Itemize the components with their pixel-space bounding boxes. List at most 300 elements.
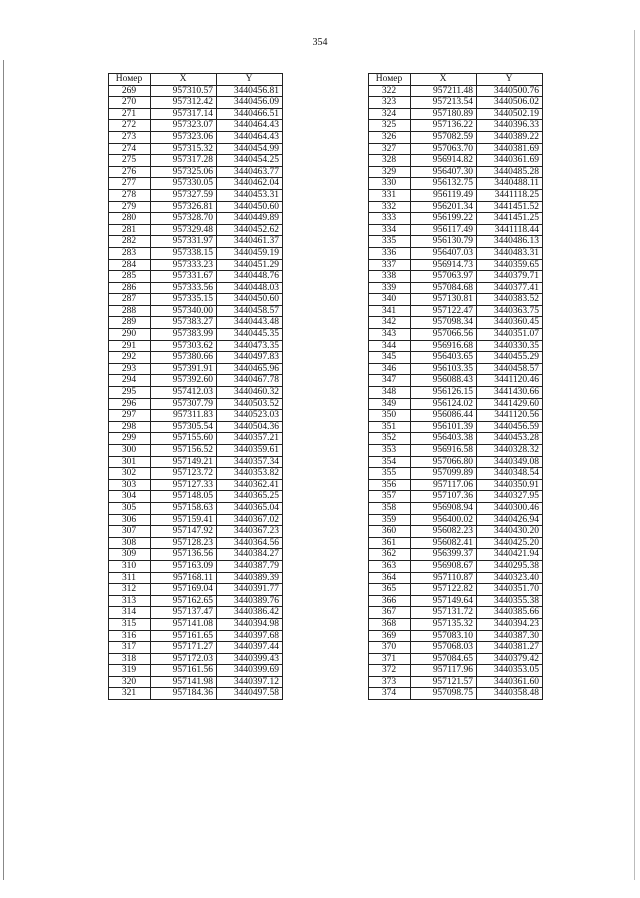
column-header-y: Y: [477, 74, 543, 86]
x-coordinate-cell: 957137.47: [151, 607, 217, 619]
table-row: [109, 387, 283, 399]
y-coordinate-cell: 3440453.31: [217, 189, 283, 201]
y-coordinate-cell: 3440502.19: [477, 108, 543, 120]
point-number-cell: 290: [109, 329, 151, 341]
x-coordinate-cell: 957117.06: [411, 479, 477, 491]
point-number-cell: 288: [109, 305, 151, 317]
point-number-cell: 326: [369, 131, 411, 143]
table-row: [109, 201, 283, 213]
table-row: [369, 526, 543, 538]
table-row: [369, 259, 543, 271]
y-coordinate-cell: 3440452.62: [217, 224, 283, 236]
point-number-cell: 337: [369, 259, 411, 271]
point-number-cell: 295: [109, 387, 151, 399]
x-coordinate-cell: 957128.23: [151, 537, 217, 549]
point-number-cell: 357: [369, 491, 411, 503]
y-coordinate-cell: 3440488.11: [477, 178, 543, 190]
y-coordinate-cell: 3440361.69: [477, 155, 543, 167]
table-row: [109, 537, 283, 549]
table-row: [109, 340, 283, 352]
page-number: 354: [312, 37, 328, 48]
table-row: [369, 584, 543, 596]
point-number-cell: 322: [369, 85, 411, 97]
table-row: [109, 178, 283, 190]
point-number-cell: 368: [369, 618, 411, 630]
point-number-cell: 284: [109, 259, 151, 271]
y-coordinate-cell: 3440456.09: [217, 97, 283, 109]
point-number-cell: 274: [109, 143, 151, 155]
y-coordinate-cell: 3440349.08: [477, 456, 543, 468]
point-number-cell: 367: [369, 607, 411, 619]
x-coordinate-cell: 957338.15: [151, 247, 217, 259]
y-coordinate-cell: 3440467.78: [217, 375, 283, 387]
y-coordinate-cell: 3440359.65: [477, 259, 543, 271]
x-coordinate-cell: 957169.04: [151, 584, 217, 596]
x-coordinate-cell: 957329.48: [151, 224, 217, 236]
point-number-cell: 341: [369, 305, 411, 317]
x-coordinate-cell: 957310.57: [151, 85, 217, 97]
x-coordinate-cell: 957303.62: [151, 340, 217, 352]
x-coordinate-cell: 957147.92: [151, 526, 217, 538]
table-row: [109, 259, 283, 271]
table-row: [109, 676, 283, 688]
table-row: [109, 375, 283, 387]
x-coordinate-cell: 957141.08: [151, 618, 217, 630]
y-coordinate-cell: 3441451.25: [477, 213, 543, 225]
table-row: [109, 479, 283, 491]
y-coordinate-cell: 3440399.43: [217, 653, 283, 665]
point-number-cell: 277: [109, 178, 151, 190]
table-row: [369, 294, 543, 306]
y-coordinate-cell: 3440367.23: [217, 526, 283, 538]
point-number-cell: 275: [109, 155, 151, 167]
x-coordinate-cell: 957098.75: [411, 688, 477, 700]
table-row: [109, 329, 283, 341]
point-number-cell: 318: [109, 653, 151, 665]
point-number-cell: 272: [109, 120, 151, 132]
y-coordinate-cell: 3440448.03: [217, 282, 283, 294]
table-row: [369, 363, 543, 375]
x-coordinate-cell: 956082.41: [411, 537, 477, 549]
x-coordinate-cell: 956117.49: [411, 224, 477, 236]
x-coordinate-cell: 956101.39: [411, 421, 477, 433]
table-row: [109, 514, 283, 526]
table-row: [369, 108, 543, 120]
table-row: [109, 97, 283, 109]
table-row: [109, 630, 283, 642]
point-number-cell: 323: [369, 97, 411, 109]
x-coordinate-cell: 957148.05: [151, 491, 217, 503]
x-coordinate-cell: 957099.89: [411, 468, 477, 480]
y-coordinate-cell: 3440449.89: [217, 213, 283, 225]
point-number-cell: 356: [369, 479, 411, 491]
x-coordinate-cell: 957161.65: [151, 630, 217, 642]
table-row: [369, 85, 543, 97]
x-coordinate-cell: 956103.35: [411, 363, 477, 375]
table-row: [109, 526, 283, 538]
point-number-cell: 296: [109, 398, 151, 410]
point-number-cell: 334: [369, 224, 411, 236]
x-coordinate-cell: 957149.21: [151, 456, 217, 468]
point-number-cell: 310: [109, 560, 151, 572]
y-coordinate-cell: 3440500.76: [477, 85, 543, 97]
point-number-cell: 273: [109, 131, 151, 143]
y-coordinate-cell: 3441118.25: [477, 189, 543, 201]
y-coordinate-cell: 3440448.76: [217, 271, 283, 283]
x-coordinate-cell: 957107.36: [411, 491, 477, 503]
scan-edge-left: [3, 60, 4, 880]
point-number-cell: 374: [369, 688, 411, 700]
point-number-cell: 320: [109, 676, 151, 688]
y-coordinate-cell: 3440473.35: [217, 340, 283, 352]
table-row: [369, 676, 543, 688]
point-number-cell: 286: [109, 282, 151, 294]
point-number-cell: 328: [369, 155, 411, 167]
table-row: [369, 375, 543, 387]
table-row: [369, 387, 543, 399]
table-row: [369, 97, 543, 109]
table-row: [369, 247, 543, 259]
table-row: [369, 340, 543, 352]
y-coordinate-cell: 3440523.03: [217, 410, 283, 422]
x-coordinate-cell: 957184.36: [151, 688, 217, 700]
point-number-cell: 351: [369, 421, 411, 433]
x-coordinate-cell: 957168.11: [151, 572, 217, 584]
y-coordinate-cell: 3440455.29: [477, 352, 543, 364]
y-coordinate-cell: 3440465.96: [217, 363, 283, 375]
point-number-cell: 305: [109, 502, 151, 514]
y-coordinate-cell: 3440503.52: [217, 398, 283, 410]
y-coordinate-cell: 3440361.60: [477, 676, 543, 688]
table-row: [369, 421, 543, 433]
x-coordinate-cell: 956403.65: [411, 352, 477, 364]
point-number-cell: 269: [109, 85, 151, 97]
table-header-row: [109, 74, 283, 86]
table-row: [109, 618, 283, 630]
y-coordinate-cell: 3440421.94: [477, 549, 543, 561]
table-row: [109, 491, 283, 503]
x-coordinate-cell: 957136.22: [411, 120, 477, 132]
table-row: [109, 282, 283, 294]
coordinates-table-left: [108, 73, 283, 700]
table-row: [109, 213, 283, 225]
x-coordinate-cell: 957392.60: [151, 375, 217, 387]
point-number-cell: 283: [109, 247, 151, 259]
point-number-cell: 293: [109, 363, 151, 375]
coordinates-table-right: [368, 73, 543, 700]
y-coordinate-cell: 3440327.95: [477, 491, 543, 503]
y-coordinate-cell: 3440486.13: [477, 236, 543, 248]
y-coordinate-cell: 3440397.44: [217, 642, 283, 654]
y-coordinate-cell: 3440359.61: [217, 445, 283, 457]
y-coordinate-cell: 3440451.29: [217, 259, 283, 271]
y-coordinate-cell: 3440426.94: [477, 514, 543, 526]
y-coordinate-cell: 3440456.81: [217, 85, 283, 97]
x-coordinate-cell: 956914.73: [411, 259, 477, 271]
y-coordinate-cell: 3440506.02: [477, 97, 543, 109]
x-coordinate-cell: 956201.34: [411, 201, 477, 213]
x-coordinate-cell: 957122.82: [411, 584, 477, 596]
x-coordinate-cell: 956914.82: [411, 155, 477, 167]
y-coordinate-cell: 3440389.22: [477, 131, 543, 143]
y-coordinate-cell: 3440351.07: [477, 329, 543, 341]
x-coordinate-cell: 957066.80: [411, 456, 477, 468]
point-number-cell: 353: [369, 445, 411, 457]
point-number-cell: 349: [369, 398, 411, 410]
column-header-number: Номер: [109, 74, 151, 86]
point-number-cell: 308: [109, 537, 151, 549]
y-coordinate-cell: 3440362.41: [217, 479, 283, 491]
table-row: [369, 143, 543, 155]
x-coordinate-cell: 956132.75: [411, 178, 477, 190]
table-row: [109, 271, 283, 283]
y-coordinate-cell: 3440353.82: [217, 468, 283, 480]
table-row: [369, 607, 543, 619]
point-number-cell: 298: [109, 421, 151, 433]
x-coordinate-cell: 957156.52: [151, 445, 217, 457]
x-coordinate-cell: 957121.57: [411, 676, 477, 688]
table-row: [369, 282, 543, 294]
point-number-cell: 319: [109, 665, 151, 677]
y-coordinate-cell: 3440445.35: [217, 329, 283, 341]
table-row: [369, 271, 543, 283]
table-row: [369, 491, 543, 503]
y-coordinate-cell: 3440396.33: [477, 120, 543, 132]
point-number-cell: 362: [369, 549, 411, 561]
y-coordinate-cell: 3440360.45: [477, 317, 543, 329]
table-row: [109, 236, 283, 248]
table-row: [369, 537, 543, 549]
x-coordinate-cell: 956399.37: [411, 549, 477, 561]
y-coordinate-cell: 3440463.77: [217, 166, 283, 178]
point-number-cell: 339: [369, 282, 411, 294]
x-coordinate-cell: 957331.67: [151, 271, 217, 283]
x-coordinate-cell: 957383.27: [151, 317, 217, 329]
y-coordinate-cell: 3440384.27: [217, 549, 283, 561]
point-number-cell: 345: [369, 352, 411, 364]
x-coordinate-cell: 956088.43: [411, 375, 477, 387]
table-row: [109, 352, 283, 364]
table-row: [109, 456, 283, 468]
table-row: [369, 178, 543, 190]
point-number-cell: 302: [109, 468, 151, 480]
table-row: [369, 630, 543, 642]
point-number-cell: 343: [369, 329, 411, 341]
point-number-cell: 333: [369, 213, 411, 225]
x-coordinate-cell: 957383.99: [151, 329, 217, 341]
x-coordinate-cell: 956916.58: [411, 445, 477, 457]
point-number-cell: 361: [369, 537, 411, 549]
point-number-cell: 335: [369, 236, 411, 248]
x-coordinate-cell: 957325.06: [151, 166, 217, 178]
y-coordinate-cell: 3440397.68: [217, 630, 283, 642]
table-row: [109, 166, 283, 178]
y-coordinate-cell: 3440328.32: [477, 445, 543, 457]
point-number-cell: 325: [369, 120, 411, 132]
x-coordinate-cell: 957066.56: [411, 329, 477, 341]
y-coordinate-cell: 3440450.60: [217, 201, 283, 213]
x-coordinate-cell: 957130.81: [411, 294, 477, 306]
x-coordinate-cell: 957127.33: [151, 479, 217, 491]
point-number-cell: 373: [369, 676, 411, 688]
point-number-cell: 350: [369, 410, 411, 422]
table-row: [369, 653, 543, 665]
x-coordinate-cell: 957211.48: [411, 85, 477, 97]
table-row: [369, 131, 543, 143]
table-row: [109, 549, 283, 561]
y-coordinate-cell: 3441429.60: [477, 398, 543, 410]
point-number-cell: 317: [109, 642, 151, 654]
y-coordinate-cell: 3440458.57: [217, 305, 283, 317]
x-coordinate-cell: 957180.89: [411, 108, 477, 120]
point-number-cell: 366: [369, 595, 411, 607]
point-number-cell: 324: [369, 108, 411, 120]
y-coordinate-cell: 3440330.35: [477, 340, 543, 352]
point-number-cell: 321: [109, 688, 151, 700]
y-coordinate-cell: 3440454.25: [217, 155, 283, 167]
table-row: [369, 410, 543, 422]
point-number-cell: 301: [109, 456, 151, 468]
x-coordinate-cell: 956124.02: [411, 398, 477, 410]
table-row: [109, 120, 283, 132]
point-number-cell: 276: [109, 166, 151, 178]
point-number-cell: 355: [369, 468, 411, 480]
x-coordinate-cell: 957135.32: [411, 618, 477, 630]
point-number-cell: 365: [369, 584, 411, 596]
y-coordinate-cell: 3440295.38: [477, 560, 543, 572]
table-row: [369, 688, 543, 700]
table-row: [369, 468, 543, 480]
x-coordinate-cell: 957149.64: [411, 595, 477, 607]
table-row: [369, 618, 543, 630]
point-number-cell: 314: [109, 607, 151, 619]
table-row: [109, 410, 283, 422]
table-row: [109, 247, 283, 259]
point-number-cell: 370: [369, 642, 411, 654]
x-coordinate-cell: 956908.67: [411, 560, 477, 572]
x-coordinate-cell: 957110.87: [411, 572, 477, 584]
y-coordinate-cell: 3440464.43: [217, 131, 283, 143]
x-coordinate-cell: 957335.15: [151, 294, 217, 306]
y-coordinate-cell: 3440381.27: [477, 642, 543, 654]
table-row: [109, 131, 283, 143]
y-coordinate-cell: 3440430.20: [477, 526, 543, 538]
column-header-x: X: [411, 74, 477, 86]
y-coordinate-cell: 3440389.39: [217, 572, 283, 584]
y-coordinate-cell: 3440385.66: [477, 607, 543, 619]
x-coordinate-cell: 957340.00: [151, 305, 217, 317]
table-row: [109, 363, 283, 375]
point-number-cell: 297: [109, 410, 151, 422]
point-number-cell: 309: [109, 549, 151, 561]
y-coordinate-cell: 3440358.48: [477, 688, 543, 700]
y-coordinate-cell: 3440460.32: [217, 387, 283, 399]
x-coordinate-cell: 957330.05: [151, 178, 217, 190]
y-coordinate-cell: 3440387.30: [477, 630, 543, 642]
table-row: [369, 213, 543, 225]
y-coordinate-cell: 3440365.25: [217, 491, 283, 503]
y-coordinate-cell: 3440389.76: [217, 595, 283, 607]
table-row: [109, 584, 283, 596]
point-number-cell: 291: [109, 340, 151, 352]
y-coordinate-cell: 3440464.43: [217, 120, 283, 132]
x-coordinate-cell: 957161.56: [151, 665, 217, 677]
point-number-cell: 315: [109, 618, 151, 630]
y-coordinate-cell: 3440364.56: [217, 537, 283, 549]
y-coordinate-cell: 3440323.40: [477, 572, 543, 584]
point-number-cell: 279: [109, 201, 151, 213]
table-row: [109, 653, 283, 665]
y-coordinate-cell: 3440300.46: [477, 502, 543, 514]
column-header-x: X: [151, 74, 217, 86]
y-coordinate-cell: 3440351.70: [477, 584, 543, 596]
table-row: [369, 572, 543, 584]
table-row: [109, 642, 283, 654]
table-header-row: [369, 74, 543, 86]
y-coordinate-cell: 3440456.59: [477, 421, 543, 433]
point-number-cell: 342: [369, 317, 411, 329]
point-number-cell: 348: [369, 387, 411, 399]
y-coordinate-cell: 3440379.71: [477, 271, 543, 283]
point-number-cell: 316: [109, 630, 151, 642]
table-row: [109, 595, 283, 607]
x-coordinate-cell: 957312.42: [151, 97, 217, 109]
x-coordinate-cell: 957083.10: [411, 630, 477, 642]
y-coordinate-cell: 3440353.05: [477, 665, 543, 677]
y-coordinate-cell: 3440355.38: [477, 595, 543, 607]
y-coordinate-cell: 3440348.54: [477, 468, 543, 480]
table-row: [369, 236, 543, 248]
y-coordinate-cell: 3440443.48: [217, 317, 283, 329]
x-coordinate-cell: 957162.65: [151, 595, 217, 607]
point-number-cell: 307: [109, 526, 151, 538]
table-row: [369, 514, 543, 526]
x-coordinate-cell: 957136.56: [151, 549, 217, 561]
x-coordinate-cell: 957084.68: [411, 282, 477, 294]
y-coordinate-cell: 3441118.44: [477, 224, 543, 236]
point-number-cell: 312: [109, 584, 151, 596]
x-coordinate-cell: 957098.34: [411, 317, 477, 329]
point-number-cell: 289: [109, 317, 151, 329]
y-coordinate-cell: 3440383.52: [477, 294, 543, 306]
x-coordinate-cell: 956119.49: [411, 189, 477, 201]
x-coordinate-cell: 957331.97: [151, 236, 217, 248]
x-coordinate-cell: 956908.94: [411, 502, 477, 514]
point-number-cell: 304: [109, 491, 151, 503]
y-coordinate-cell: 3440391.77: [217, 584, 283, 596]
x-coordinate-cell: 957412.03: [151, 387, 217, 399]
y-coordinate-cell: 3440459.19: [217, 247, 283, 259]
x-coordinate-cell: 957333.56: [151, 282, 217, 294]
table-row: [109, 445, 283, 457]
x-coordinate-cell: 957323.07: [151, 120, 217, 132]
y-coordinate-cell: 3440497.58: [217, 688, 283, 700]
point-number-cell: 352: [369, 433, 411, 445]
x-coordinate-cell: 957172.03: [151, 653, 217, 665]
point-number-cell: 287: [109, 294, 151, 306]
y-coordinate-cell: 3440394.98: [217, 618, 283, 630]
table-row: [369, 317, 543, 329]
x-coordinate-cell: 957117.96: [411, 665, 477, 677]
table-row: [109, 560, 283, 572]
point-number-cell: 358: [369, 502, 411, 514]
x-coordinate-cell: 957159.41: [151, 514, 217, 526]
table-row: [109, 607, 283, 619]
point-number-cell: 271: [109, 108, 151, 120]
table-row: [369, 642, 543, 654]
y-coordinate-cell: 3440450.60: [217, 294, 283, 306]
point-number-cell: 354: [369, 456, 411, 468]
